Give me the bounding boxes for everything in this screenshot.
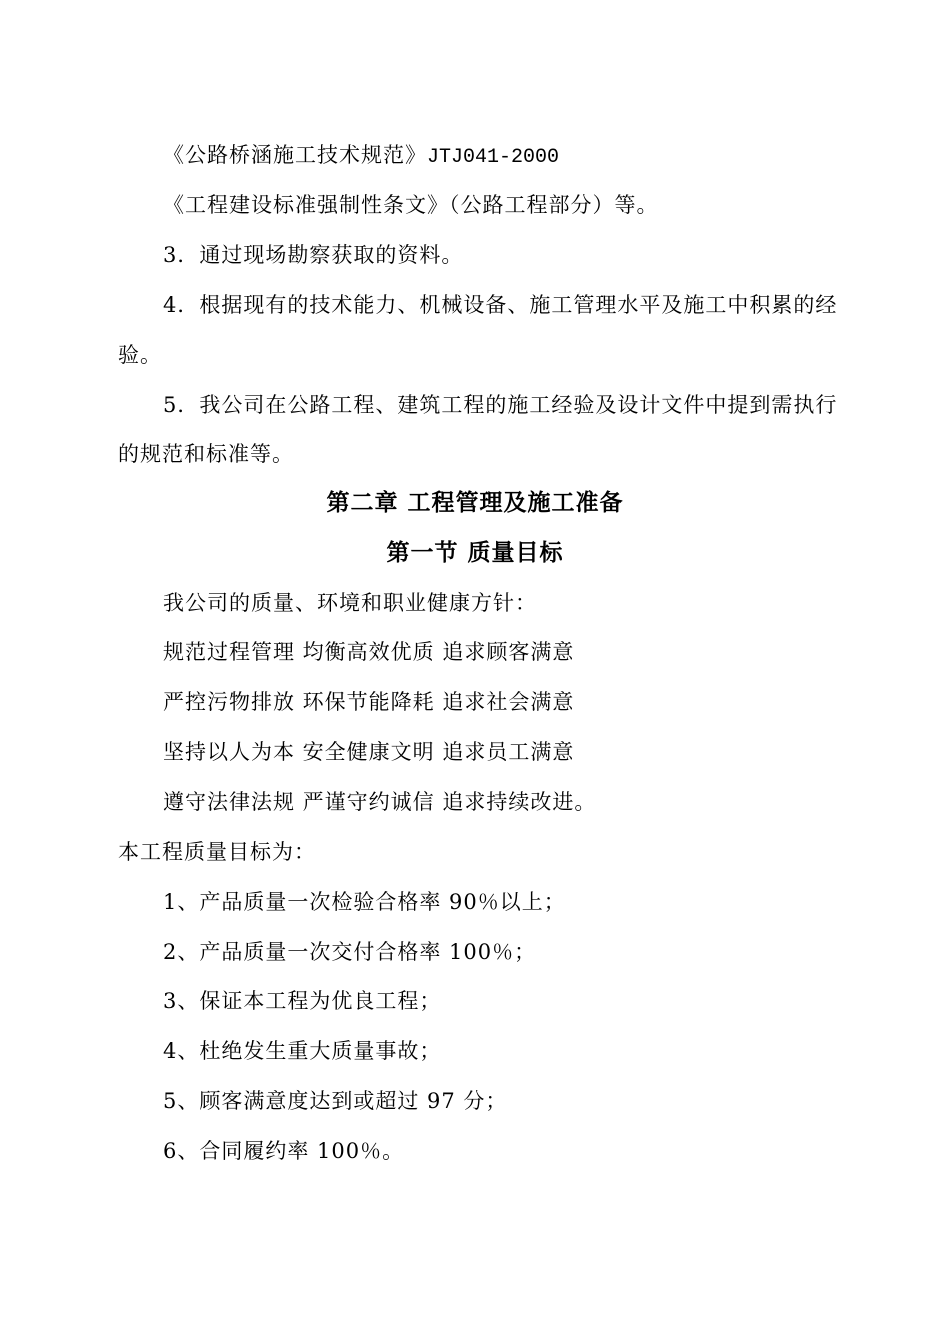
reference-1-code: JTJ041-2000 bbox=[427, 146, 560, 169]
policy-line-3: 坚持以人为本 安全健康文明 追求员工满意 bbox=[163, 740, 575, 764]
basis-item-3: 3．通过现场勘察获取的资料。 bbox=[163, 243, 464, 267]
chapter-title: 第二章 工程管理及施工准备 bbox=[326, 490, 624, 516]
policy-line-1: 规范过程管理 均衡高效优质 追求顾客满意 bbox=[163, 640, 575, 664]
basis-item-4-line-1: 4．根据现有的技术能力、机械设备、施工管理水平及施工中积累的经 bbox=[163, 293, 838, 317]
goal-item-1: 1、产品质量一次检验合格率 90％以上； bbox=[163, 890, 566, 914]
goal-item-4: 4、杜绝发生重大质量事故； bbox=[163, 1039, 442, 1063]
reference-1 bbox=[163, 140, 559, 173]
reference-1-title: 《公路桥涵施工技术规范》 bbox=[163, 143, 427, 167]
policy-line-2: 严控污物排放 环保节能降耗 追求社会满意 bbox=[163, 690, 575, 714]
section-title: 第一节 质量目标 bbox=[386, 540, 564, 566]
basis-item-5-line-1: 5．我公司在公路工程、建筑工程的施工经验及设计文件中提到需执行 bbox=[163, 393, 838, 417]
goal-item-2: 2、产品质量一次交付合格率 100％； bbox=[163, 940, 537, 964]
goals-intro: 本工程质量目标为： bbox=[118, 840, 316, 864]
goal-item-5: 5、顾客满意度达到或超过 97 分； bbox=[163, 1089, 508, 1113]
policy-intro: 我公司的质量、环境和职业健康方针： bbox=[163, 591, 537, 615]
policy-line-4: 遵守法律法规 严谨守约诚信 追求持续改进。 bbox=[163, 790, 597, 814]
goal-item-3: 3、保证本工程为优良工程； bbox=[163, 989, 442, 1013]
goal-item-6: 6、合同履约率 100％。 bbox=[163, 1139, 405, 1163]
reference-2: 《工程建设标准强制性条文》（公路工程部分）等。 bbox=[163, 193, 659, 217]
basis-item-4-line-2: 验。 bbox=[118, 343, 162, 367]
basis-item-5-line-2: 的规范和标准等。 bbox=[118, 442, 294, 466]
